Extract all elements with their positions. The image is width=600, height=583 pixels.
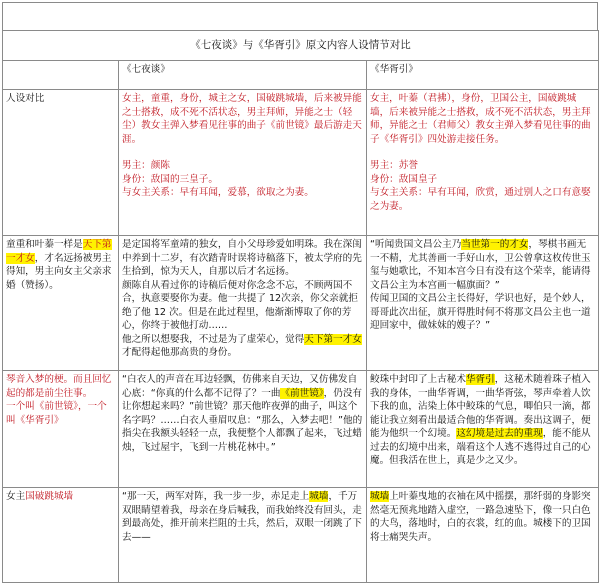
cell-left-dream [119,371,367,488]
right-persona-text: 女主，叶蓁（君拂），身份，卫国公主，国破跳城墙，后来被异能之士搭救，成不死不活状态，男主拜师，异能之士（君师父）教女主弹入梦看见往事的曲子《华胥引》四处游走接任务。 [370,93,591,145]
quote-highlight: 华胥引 [465,374,495,385]
quote-text: 上叶蓁曳地的衣袖在风中摇摆，那纤弱的身影突然毫无预兆地踏入虚空，一路急速坠下，像一只白色的大鸟，落地时，白的衣裳，红的血。城楼下的卫国将士痛哭失声。 [370,491,591,543]
quote-text: ，仍没有让你想起来吗？”前世镜？那天他昨夜弹的曲子，叫这个名字吗？……白衣人垂眉叹息：“那么，入梦去吧！”他的指尖在我额头轻轻一点，我便整个人都飘了起来，飞过蜡烛，飞过屋宇，飞到一片桃花林中。” [122,387,363,453]
cell-left-persona [119,90,367,236]
label-text: ，才名远扬被男主得知，男主向女主父亲求婚（赞扬）。 [6,252,112,291]
left-male-lead: 男主：颜陈 [122,160,170,171]
right-identity-p1 [370,238,595,292]
table-row [3,371,599,488]
row-label-persona: 人设对比 [3,90,119,236]
quote-text: 才配得起他那高贵的身份。 [122,347,238,358]
label-text: 琴音入梦的梗。而且回忆起的都是前尘往事。 [6,374,112,399]
header-row [3,61,599,90]
comparison-table [2,30,599,583]
left-identity-p3 [122,333,363,360]
cell-left-identity [119,236,367,371]
quote-highlight: 这幻境是过去的重现 [456,428,543,439]
quote-highlight: 当世第一的才女 [461,239,529,250]
quote-text: 鲛珠中封印了上古秘术 [370,374,466,385]
left-persona-text: 女主，童重，身份，城主之女，国破跳城墙，后来被异能之士搭救，成不死不活状态，男主拜师，异能之士（轻尘）教女主弹入梦看见往事的曲子《前世镜》最后游走天涯。 [122,93,362,145]
header-right: 《华胥引》 [367,61,599,90]
quote-highlight: 天下第一 [304,333,343,345]
header-left: 《七夜谈》 [119,61,367,90]
right-relation: 与女主关系：早有耳闻，欣赏，通过别人之口有意娶之为妻。 [370,187,591,212]
quote-highlight: 才女 [342,333,362,345]
quote-text: ，琴棋书画无一不精，尤其善画一手好山水，卫公曾拿这枚传世玉玺与她歌比，不知本宫今日有没有这个荣幸，能请得文昌公主为本宫画一幅旗面？” [370,239,591,291]
header-empty-cell [3,61,119,90]
row-label-wall [3,488,119,583]
table-row [3,488,599,583]
left-male-identity: 身份：敌国的三皇子。 [122,173,218,185]
cell-left-wall [119,488,367,583]
right-identity-p2: 传闻卫国的文昌公主长得好，学识也好，是个妙人，哥哥此次出征，旗开得胜时何不将那文昌公主也一道迎回家中，做妹妹的嫂子？” [370,293,591,331]
right-male-identity: 身份：敌国皇子 [370,173,438,185]
quote-text: “那一天，两军对阵，我一步一步，赤足走上 [122,491,310,502]
right-male-lead: 男主：苏誉 [370,160,418,171]
row-label-identity [3,236,119,371]
cell-right-persona [367,90,599,236]
label-text: 童重和叶蓁一样是 [6,239,83,250]
quote-text: ，能不能从过去的幻境中出来，端看这个人逃不逃得过自己的心魔。但我活在世上，真是少之又少。 [370,428,591,466]
label-highlight: 天下第一才女 [6,239,112,264]
table-row [3,236,599,371]
label-text: 国破跳城墙 [25,491,74,502]
quote-text: ，这秘术随着珠子植入我的身体，一曲华胥调，一曲华胥弦，琴声牵着人饮下我的血，沾染上体中鲛珠的气息，唧伯只一滴，都能让我立刻看出最适合他的华胥调。奏出这调子，便能为他织一个幻境。 [370,374,591,439]
cell-right-identity [367,236,599,371]
quote-highlight: 城墙 [309,491,329,502]
label-text: 女主 [6,491,26,502]
row-label-dream [3,371,119,488]
table-row [3,90,599,236]
quote-text: ，千万双眼睛望着我，母亲在身后喊我，而我始终没有回头，走到最高处，推开前来拦阻的士兵，然后，双眼一闭跳了下去—— [122,491,362,543]
table-title: 《七夜谈》与《华胥引》原文内容人设情节对比 [3,31,599,61]
cell-right-wall [367,488,599,583]
quote-highlight: 《前世镜》 [280,387,324,399]
cell-right-dream [367,371,599,488]
quote-text: 他之所以想娶我，不过是为了虚荣心，觉得 [122,333,305,345]
label-text: 一个叫《前世镜》，一个叫《华胥引》 [6,401,107,426]
quote-highlight: 城墙 [370,491,390,502]
left-relation: 与女主关系：早有耳闻，爱慕，欲取之为妻。 [122,187,314,198]
left-identity-p2: 颜陈自从看过你的诗稿后便对你念念不忘，不顾两国不合，执意要娶你为妻。他一共提了 12次亲，你父亲就拒绝了他 12 次。但是在此过程里，他渐渐博取了你的芳心，你终于被他打动…… [122,279,358,331]
quote-text: “白衣人的声音在耳边轻飘，仿佛来自天边，又仿佛发自心底：“你真的什么都不记得了？一曲 [122,374,358,399]
top-blank-row [2,2,598,31]
quote-text: “听闻贵国文昌公主乃 [370,239,462,250]
left-identity-p1: 是定国将军童靖的独女，自小父母珍爱如明珠。我在深闺中养到十二岁，有次踏青时误将诗稿落下，被太学府的先生拾到，惊为天人，自那以后才名远扬。 [122,239,362,277]
